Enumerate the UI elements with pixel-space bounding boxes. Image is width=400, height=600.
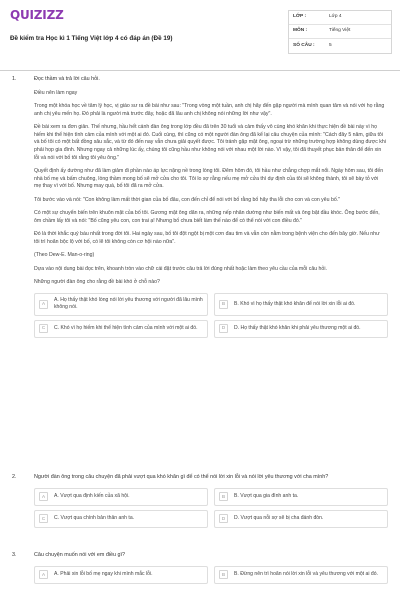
question-body [34, 76, 386, 338]
instructions: Dựa vào nội dung bài đọc trên, khoanh tròn vào chữ cái đặt trước câu trả lời đúng nhất hoặc làm theo yêu cầu của mỗi câu hỏi. [34, 265, 327, 272]
passage-source: (Theo Dew-E. Man-o-ring) [34, 252, 95, 259]
answer-option-b[interactable] [214, 293, 388, 316]
question-text: Người đàn ông trong câu chuyện đã phải vượt qua khó khăn gì để có thể nói lời xin lỗi và nói lời yêu thương với cha mình? [34, 474, 329, 480]
meta-label: LỚP : [293, 14, 307, 20]
meta-value: Tiếng Việt [329, 28, 351, 34]
option-letter: B [219, 300, 228, 309]
option-text: D. Họ thấy thật khó khăn khi phải yêu thương một ai đó. [234, 324, 361, 331]
passage-paragraph: Quyết định ấy dường như đã làm giảm đi phần nào áp lực nặng nề trong lòng tôi. Đêm hôm đó, tôi hầu như chẳng chợp mắt nổi. Ngày hôm sau, tôi đến nhà bố mẹ và bấm chuông, lòng thầm mong bố sẽ mở cửa cho tôi. Tôi lo sợ rằng nếu mẹ mở cửa thì dự định của tôi sẽ không thành, tôi sẽ bày tỏ với mẹ thay vì với bố. Nhưng may quá, bố tôi đã ra mở cửa. [34, 168, 384, 190]
answer-option-c[interactable] [34, 320, 208, 338]
question-list [0, 76, 400, 600]
passage-paragraph: Tôi bước vào và nói: "Con không làm mất thời gian của bố đâu, con đến chỉ để nói với bố rằng bố hãy tha lỗi cho con và con yêu bố." [34, 196, 341, 203]
meta-row-class [289, 11, 391, 25]
answer-option-c[interactable] [34, 510, 208, 528]
answer-options [34, 566, 386, 584]
option-letter: A [39, 492, 48, 501]
question-text: Câu chuyện muốn nói với em điều gì? [34, 552, 126, 558]
passage-paragraph: Trong một khóa học về tâm lý học, vị giáo sư ra đề bài như sau: "Trong vòng một tuần, anh chị hãy đến gặp người mà mình quan tâm và nói với họ rằng anh chị yêu mến họ. Đó phải là người mà trước đây, hoặc đã lâu anh chị không nói những lời như vậy". [34, 103, 385, 117]
question-body [34, 474, 386, 528]
meta-info-box [288, 10, 392, 54]
option-text: A. Vượt qua định kiến của xã hội. [54, 493, 130, 500]
answer-option-a[interactable] [34, 293, 208, 316]
passage-paragraph: Đề bài xem ra đơn giản. Thế nhưng, hầu hết cánh đàn ông trong lớp đều đã trên 30 tuổi và cảm thấy vô cùng khó khăn khi thực hiện đề bài này vì họ hiếm khi thể hiện tình cảm của mình với một ai đó. Cuối cùng, thì cũng có một người đàn ông đã kể lại câu chuyện của mình: "Cách đây 5 năm, giữa tôi và bố tôi có một bất đồng sâu sắc, và từ đó đến nay vẫn chưa giải quyết được. Tôi tránh gặp mặt ông, ngoại trừ những trường hợp không dùng được khi phải họp gia đình. Nhưng ngay cả những lúc ấy, chúng tôi cũng hầu như không nói với nhau một lời nào. Vì vậy, tôi đã thuyết phục bản thân để đến xin lỗi và nói với bố tôi rằng tôi yêu ông." [34, 124, 386, 161]
answer-options [34, 293, 386, 338]
sub-question: Những người đàn ông cho rằng đề bài khó ở chỗ nào? [34, 279, 160, 286]
passage-title: Điều nên làm ngay [34, 89, 78, 96]
option-letter: D [219, 514, 228, 523]
meta-label: MÔN : [293, 28, 308, 34]
quizizz-logo: QUIZIZZ [10, 8, 64, 22]
answer-option-d[interactable] [214, 320, 388, 338]
option-text: B. Vượt qua gia đình anh ta. [234, 493, 299, 500]
option-letter: D [219, 324, 228, 333]
document-title: Đề kiểm tra Học kì 1 Tiếng Việt lớp 4 có đáp án (Đề 19) [10, 35, 173, 42]
question-number: 2. [12, 474, 17, 480]
option-letter: C [39, 514, 48, 523]
question-text: Đọc thầm và trả lời câu hỏi. [34, 76, 100, 82]
answer-option-d[interactable] [214, 510, 388, 528]
answer-option-b[interactable] [214, 566, 388, 584]
meta-value: 5 [329, 42, 332, 48]
header-divider [0, 70, 400, 71]
option-letter: B [219, 570, 228, 579]
meta-row-question-count [289, 39, 391, 53]
option-letter: B [219, 492, 228, 501]
passage-paragraph: Đó là thời khắc quý báu nhất trong đời tôi. Hai ngày sau, bố tôi đột ngột bị một cơn đau tim và vẫn còn nằm trong bệnh viện cho đến bây giờ. Nếu như tôi trì hoãn bộc lộ với bố, có lẽ tôi không còn cơ hội nào nữa". [34, 231, 380, 245]
question-body [34, 552, 386, 584]
option-letter: C [39, 324, 48, 333]
passage-paragraph: Có một sự chuyển biến trên khuôn mặt của bố tôi. Gương mặt ông dãn ra, những nếp nhăn dường như biến mất và ông bật đầu khóc. Ông bước đến, ôm chầm lấy tôi và nói: "Bố cũng yêu con, con trai ạ! Nhưng bố chưa biết làm thế nào để có thể nói với con điều đó." [34, 210, 380, 224]
answer-option-a[interactable] [34, 566, 208, 584]
option-text: A. Họ thấy thật khó lòng nói lời yêu thương với người đã lâu mình không nói. [54, 296, 203, 311]
meta-value: Lớp 4 [329, 14, 342, 20]
answer-options [34, 488, 386, 528]
meta-row-subject [289, 25, 391, 39]
document-header [0, 0, 400, 70]
option-text: A. Phải xin lỗi bố mẹ ngay khi mình mắc lỗi. [54, 571, 153, 578]
option-letter: A [39, 300, 48, 309]
option-letter: A [39, 570, 48, 579]
question-number: 3. [12, 552, 17, 558]
option-text: B. Khó vì họ thấy thật khó khăn để nói lời xin lỗi ai đó. [234, 300, 356, 307]
answer-option-a[interactable] [34, 488, 208, 506]
option-text: C. Vượt qua chính bản thân anh ta. [54, 515, 135, 522]
option-text: D. Vượt qua nỗi sợ sẽ bị cha đánh đòn. [234, 515, 324, 522]
option-text: C. Khó vì họ hiếm khi thể hiện tình cảm của mình với một ai đó. [54, 324, 198, 331]
meta-label: SỐ CÂU : [293, 42, 315, 48]
answer-option-b[interactable] [214, 488, 388, 506]
option-text: B. Đừng nên trì hoãn nói lời xin lỗi và yêu thương với một ai đó. [234, 571, 378, 578]
question-number: 1. [12, 76, 17, 82]
